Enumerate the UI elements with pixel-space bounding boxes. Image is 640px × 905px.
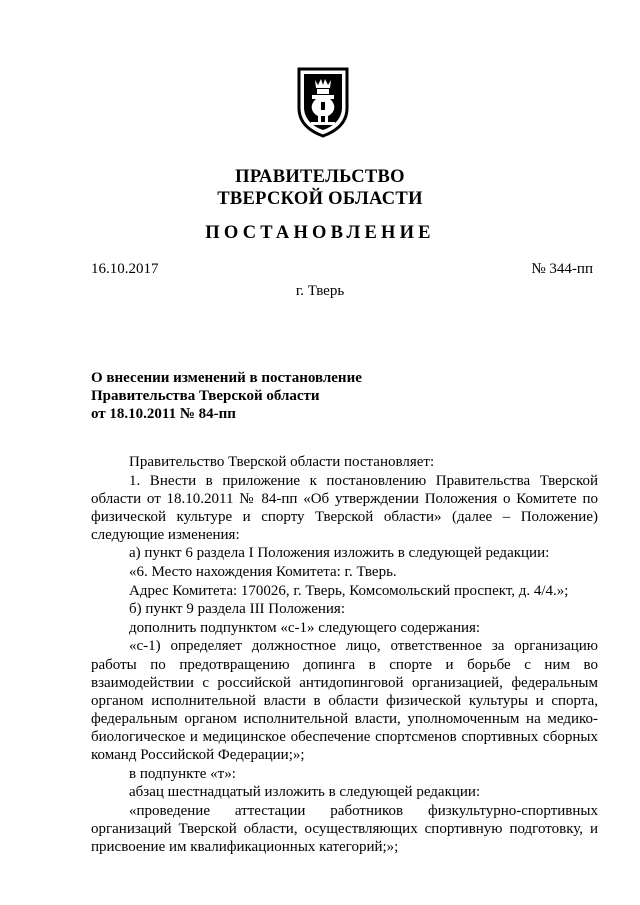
government-title-line1: ПРАВИТЕЛЬСТВО — [235, 167, 405, 187]
body-paragraph: б) пункт 9 раздела III Положения: — [129, 601, 345, 618]
body-paragraph: а) пункт 6 раздела I Положения изложить в следующей редакции: — [129, 545, 550, 562]
body-paragraph: «с-1) определяет должностное лицо, ответственное за организацию работы по предотвращению допинга в спорте и борьбе с ним во взаимодействии с российской антидопинговой организацией, федеральным органом исполнительной власти в области физической культуры и спорта, федеральным органом исполнительной власти, уполномоченным на медико-биологическое и медицинское обеспечение спортсменов спортивных сборных команд Российской Федерации;»; — [91, 638, 598, 763]
subject-line: О внесении изменений в постановление — [91, 370, 362, 386]
body-paragraph: «проведение аттестации работников физкультурно-спортивных организаций Тверской области, осуществляющих спортивную подготовку, и присвоение им квалификационных категорий;»; — [91, 802, 598, 855]
document-type: ПОСТАНОВЛЕНИЕ — [205, 223, 435, 243]
document-subject — [91, 369, 411, 423]
document-body — [91, 453, 598, 857]
body-paragraph: абзац шестнадцатый изложить в следующей редакции: — [129, 784, 481, 801]
body-paragraph: дополнить подпунктом «с-1» следующего содержания: — [129, 619, 481, 636]
body-paragraph: Правительство Тверской области постановляет: — [129, 454, 435, 470]
government-title-line2: ТВЕРСКОЙ ОБЛАСТИ — [217, 189, 423, 209]
body-paragraph: Адрес Комитета: 170026, г. Тверь, Комсомольский проспект, д. 4/4.»; — [129, 582, 569, 599]
body-paragraph: «6. Место нахождения Комитета: г. Тверь. — [129, 564, 397, 581]
document-number: № 344-пп — [531, 261, 593, 277]
document-city: г. Тверь — [295, 283, 345, 299]
body-paragraph: 1. Внести в приложение к постановлению Правительства Тверской области от 18.10.2011 № 84-пп «Об утверждении Положения о Комитете по физической культуре и спорту Тверской области» (далее – Положение) следующие изменения: — [91, 472, 598, 543]
document-date: 16.10.2017 — [91, 261, 159, 277]
subject-line: Правительства Тверской области — [91, 388, 320, 404]
tver-coat-of-arms-icon — [296, 66, 350, 138]
subject-line: от 18.10.2011 № 84-пп — [91, 406, 236, 422]
body-paragraph: в подпункте «т»: — [129, 765, 236, 782]
